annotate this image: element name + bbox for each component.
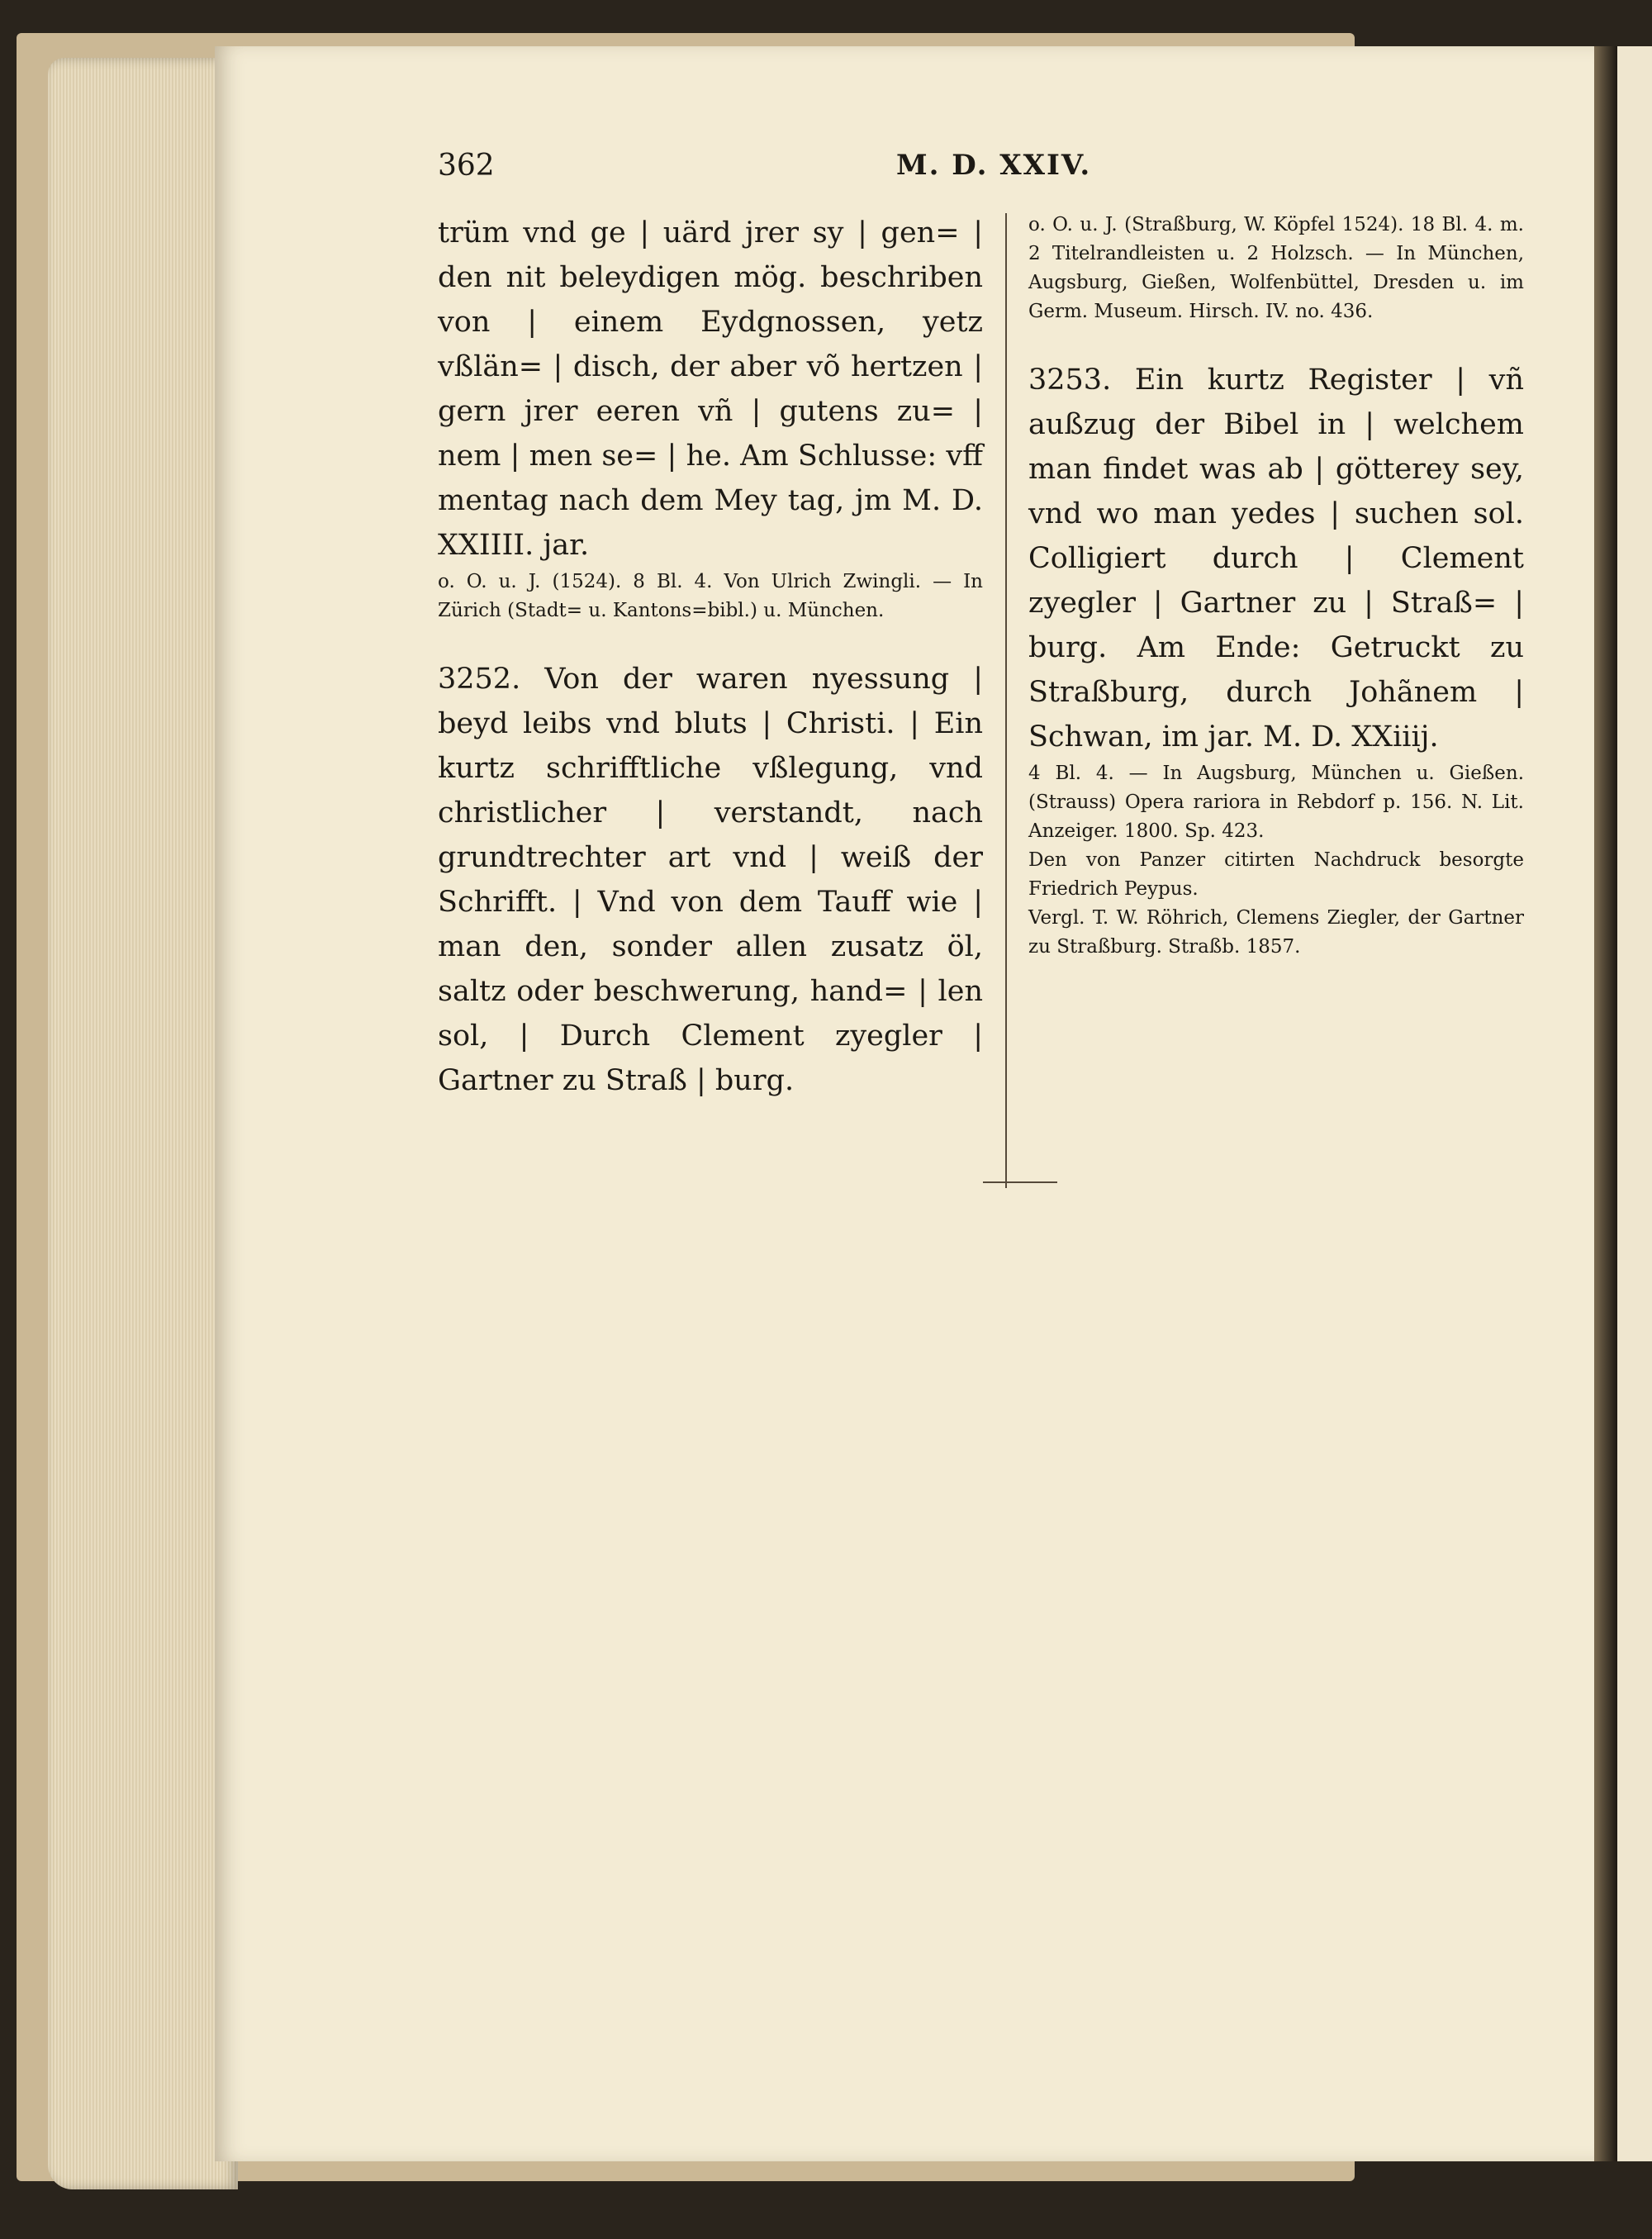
entry-3253-note-3: Vergl. T. W. Röhrich, Clemens Ziegler, der Gartner zu Straßburg. Straßb. 1857. — [1028, 907, 1524, 958]
column-divider — [1005, 213, 1007, 1188]
entry-3251-text: trüm vnd ge | uärd jrer sy | gen= | den nit beleydigen mög. beschriben von | einem Eydgnossen, yetz vßlän= | disch, der aber võ hertzen | gern jrer eeren vñ | gutens zu= | nem | men se= | he. Am Schlusse: vff mentag nach dem Mey tag, jm M. D. XXIIII. jar. — [438, 216, 983, 562]
entry-3252-note: o. O. u. J. (Straßburg, W. Köpfel 1524). 18 Bl. 4. m. 2 Titelrandleisten u. 2 Holzsch. — In München, Augsburg, Gießen, Wolfenbüttel, Dresden u. im Germ. Museum. Hirsch. IV. no. 436. — [1028, 214, 1524, 322]
entry-3253-note-2: Den von Panzer citirten Nachdruck besorgte Friedrich Peypus. — [1028, 849, 1524, 900]
right-column — [1028, 211, 1524, 962]
left-column — [438, 211, 983, 1103]
facing-page-edge — [1617, 46, 1652, 2161]
entry-3253-text: 3253. Ein kurtz Register | vñ außzug der Bibel in | welchem man findet was ab | götterey sey, vnd wo man yedes | suchen sol. Colligiert durch | Clement zyegler | Gartner zu | Straß= | burg. Am Ende: Getruckt zu Straßburg, durch Johãnem | Schwan, im jar. M. D. XXiiij. — [1028, 364, 1524, 753]
bottom-rule — [983, 1181, 1057, 1183]
page-edges — [48, 58, 238, 2189]
entry-3252-text: 3252. Von der waren nyessung | beyd leibs vnd bluts | Christi. | Ein kurtz schrifftliche vßlegung, vnd christlicher | verstandt, nach grundtrechter art vnd | weiß der Schrifft. | Vnd von dem Tauff wie | man den, sonder allen zusatz öl, saltz oder beschwerung, hand= | len sol, | Durch Clement zyegler | Gartner zu Straß | burg. — [438, 663, 983, 1097]
entry-3253-note-1: 4 Bl. 4. — In Augsburg, München u. Gießen. (Strauss) Opera rariora in Rebdorf p. 156. N. Lit. Anzeiger. 1800. Sp. 423. — [1028, 763, 1524, 842]
page-number: 362 — [438, 149, 495, 183]
running-title: M. D. XXIV. — [896, 149, 1092, 182]
book-gutter — [1594, 46, 1617, 2161]
entry-3251-note: o. O. u. J. (1524). 8 Bl. 4. Von Ulrich Zwingli. — In Zürich (Stadt= u. Kantons=bibl.) u. München. — [438, 571, 983, 621]
page-header — [438, 149, 1553, 190]
